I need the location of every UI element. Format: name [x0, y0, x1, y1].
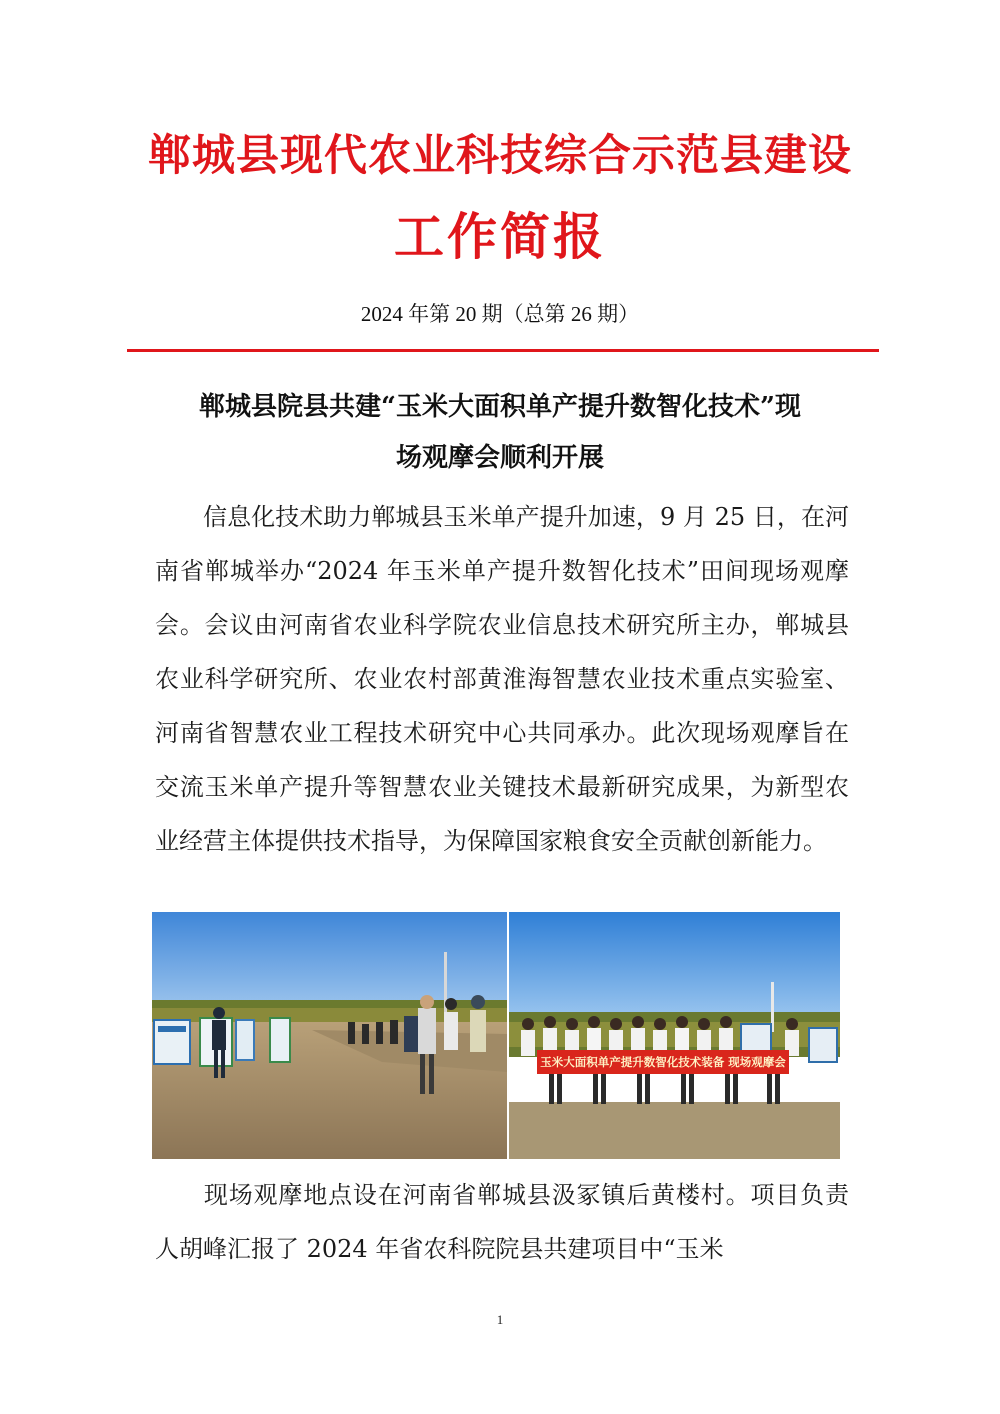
article-paragraph-2 — [155, 1168, 849, 1276]
article-headline-line2: 场观摩会顺利开展 — [395, 443, 604, 473]
paragraph-2-text: 现场观摩地点设在河南省郸城县汲冢镇后黄楼村。项目负责人胡峰汇报了 2024 年省农科院院县共建项目中“玉米 — [155, 1181, 849, 1263]
banner-text: 玉米大面积单产提升数智化技术装备 现场观摩会 — [540, 1055, 786, 1069]
page-number: 1 — [496, 1312, 504, 1327]
paragraph-1-text: 信息化技术助力郸城县玉米单产提升加速，9 月 25 日，在河南省郸城举办“2024 年玉米单产提升数智化技术”田间现场观摩会。会议由河南省农业科学院农业信息技术研究所主办，郸城县农业科学研究所、农业农村部黄淮海智慧农业技术重点实验室、河南省智慧农业工程技术研究中心共同承办。此次现场观摩旨在交流玉米单产提升等智慧农业关键技术最新研究成果，为新型农业经营主体提供技术指导，为保障国家粮食安全贡献创新能力。 — [155, 503, 849, 855]
article-headline — [140, 382, 860, 484]
photo-field-inspection — [152, 912, 507, 1159]
article-headline-line1: 郸城县院县共建“玉米大面积单产提升数智化技术”现 — [199, 392, 801, 422]
photo-group-banner — [509, 912, 840, 1159]
red-divider — [127, 349, 879, 352]
article-paragraph-1 — [155, 490, 849, 868]
issue-number: 2024 年第 20 期（总第 26 期） — [360, 302, 640, 326]
masthead-title-line2: 工作简报 — [394, 207, 606, 266]
masthead-title-line1: 郸城县现代农业科技综合示范县建设 — [148, 131, 852, 181]
